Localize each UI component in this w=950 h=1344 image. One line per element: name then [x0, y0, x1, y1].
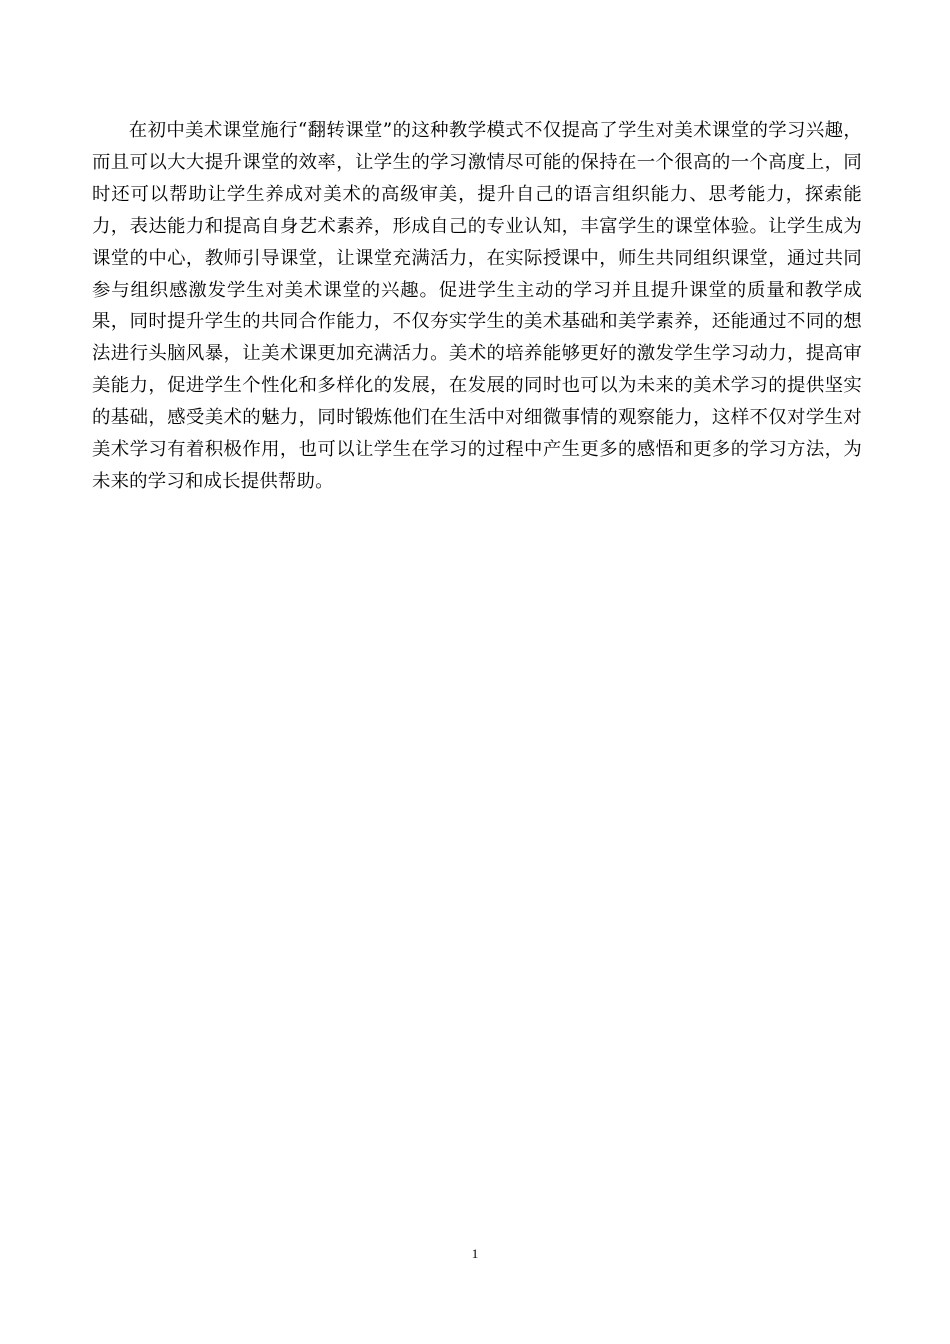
body-paragraph: 在初中美术课堂施行“翻转课堂”的这种教学模式不仅提高了学生对美术课堂的学习兴趣，而且可以大大提升课堂的效率，让学生的学习激情尽可能的保持在一个很高的一个高度上，同时还可以帮助让学生养成对美术的高级审美，提升自己的语言组织能力、思考能力，探索能力，表达能力和提高自身艺术素养，形成自己的专业认知，丰富学生的课堂体验。让学生成为课堂的中心，教师引导课堂，让课堂充满活力，在实际授课中，师生共同组织课堂，通过共同参与组织感激发学生对美术课堂的兴趣。促进学生主动的学习并且提升课堂的质量和教学成果，同时提升学生的共同合作能力，不仅夯实学生的美术基础和美学素养，还能通过不同的想法进行头脑风暴，让美术课更加充满活力。美术的培养能够更好的激发学生学习动力，提高审美能力，促进学生个性化和多样化的发展，在发展的同时也可以为未来的美术学习的提供坚实的基础，感受美术的魅力，同时锻炼他们在生活中对细微事情的观察能力，这样不仅对学生对美术学习有着积极作用，也可以让学生在学习的过程中产生更多的感悟和更多的学习方法，为未来的学习和成长提供帮助。 — [92, 120, 862, 492]
page-number: 1 — [471, 1246, 479, 1261]
